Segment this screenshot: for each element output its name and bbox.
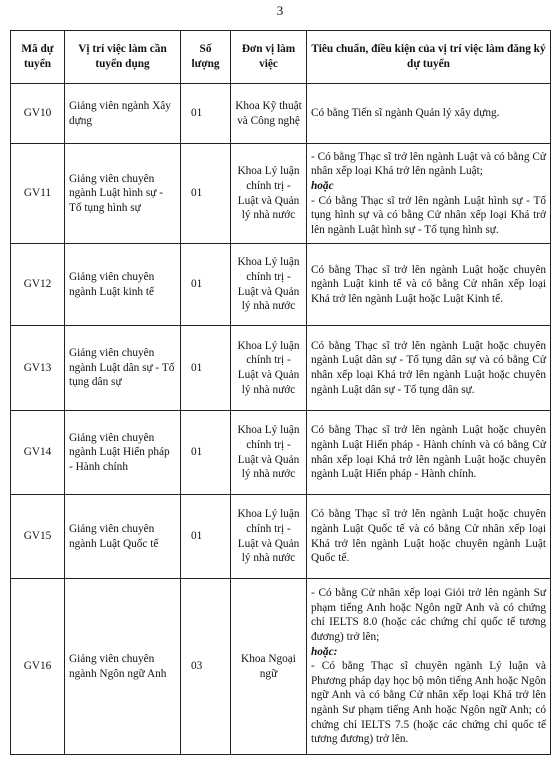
row-quantity: 01 xyxy=(181,495,231,579)
row-quantity: 03 xyxy=(181,579,231,755)
row-position: Giảng viên chuyên ngành Luật dân sự - Tố tụng dân sự xyxy=(65,326,181,411)
row-position: Giảng viên chuyên ngành Ngôn ngữ Anh xyxy=(65,579,181,755)
row-requirements xyxy=(307,411,551,495)
table-row xyxy=(11,411,551,495)
row-unit: Khoa Lý luận chính trị - Luật và Quản lý nhà nước xyxy=(231,411,307,495)
table-row xyxy=(11,495,551,579)
recruitment-table xyxy=(10,30,551,755)
row-position: Giảng viên chuyên ngành Luật Quốc tế xyxy=(65,495,181,579)
requirement-line: - Có bằng Thạc sĩ chuyên ngành Lý luận và Phương pháp dạy học bộ môn tiếng Anh hoặc Ngôn ngữ Anh và có bằng Cử nhân xếp loại Khá trở lên ngành Sư phạm tiếng Anh hoặc Ngôn ngữ Anh; có chứng chỉ IELTS 7.5 (hoặc các chứng chỉ quốc tế tương đương) trở lên. xyxy=(311,660,546,746)
header-unit: Đơn vị làm việc xyxy=(231,31,307,84)
requirement-line: - Có bằng Thạc sĩ trở lên ngành Luật và có bằng Cử nhân xếp loại Khá trở lên ngành Luật; xyxy=(311,150,546,178)
row-unit: Khoa Lý luận chính trị - Luật và Quản lý nhà nước xyxy=(231,144,307,244)
table-row xyxy=(11,144,551,244)
requirement-or: hoặc xyxy=(311,179,334,192)
requirement-or: hoặc: xyxy=(311,645,338,658)
requirement-line: Có bằng Thạc sĩ trở lên ngành Luật hoặc chuyên ngành Luật dân sự - Tố tụng dân sự và có bằng Cử nhân xếp loại Khá trở lên ngành Luật hoặc chuyên ngành Luật dân sự - Tố tụng dân sự. xyxy=(311,339,546,396)
row-code: GV14 xyxy=(11,411,65,495)
row-requirements xyxy=(307,579,551,755)
row-unit: Khoa Ngoại ngữ xyxy=(231,579,307,755)
row-position: Giảng viên chuyên ngành Luật hình sự - Tố tụng hình sự xyxy=(65,144,181,244)
header-quantity: Số lượng xyxy=(181,31,231,84)
requirement-line: Có bằng Tiến sĩ ngành Quản lý xây dựng. xyxy=(311,107,500,120)
table-row xyxy=(11,244,551,326)
header-code: Mã dự tuyển xyxy=(11,31,65,84)
row-position: Giảng viên chuyên ngành Luật kinh tế xyxy=(65,244,181,326)
requirement-line: Có bằng Thạc sĩ trở lên ngành Luật hoặc chuyên ngành Luật kinh tế và có bằng Cử nhân xếp loại Khá trở lên ngành Luật hoặc Luật Kinh tế. xyxy=(311,263,546,305)
requirement-line: - Có bằng Cử nhân xếp loại Giỏi trở lên ngành Sư phạm tiếng Anh hoặc Ngôn ngữ Anh và có chứng chỉ IELTS 8.0 (hoặc các chứng chỉ quốc tế tương đương) trở lên; xyxy=(311,587,546,644)
row-code: GV16 xyxy=(11,579,65,755)
row-unit: Khoa Kỹ thuật và Công nghệ xyxy=(231,84,307,144)
row-requirements xyxy=(307,326,551,411)
row-code: GV13 xyxy=(11,326,65,411)
requirement-line: - Có bằng Thạc sĩ trở lên ngành Luật hình sự - Tố tụng hình sự và có bằng Cử nhân xếp loại Khá trở lên ngành Luật hình sự - Tố tụng hình sự. xyxy=(311,194,546,236)
requirement-line: Có bằng Thạc sĩ trở lên ngành Luật hoặc chuyên ngành Luật Hiến pháp - Hành chính và có bằng Cử nhân xếp loại Khá trở lên ngành Luật hoặc chuyên ngành Luật Hiến pháp - Hành chính. xyxy=(311,424,546,481)
header-position: Vị trí việc làm cần tuyển dụng xyxy=(65,31,181,84)
row-code: GV11 xyxy=(11,144,65,244)
header-requirements: Tiêu chuẩn, điều kiện của vị trí việc làm đăng ký dự tuyển xyxy=(307,31,551,84)
row-quantity: 01 xyxy=(181,326,231,411)
row-requirements xyxy=(307,84,551,144)
row-unit: Khoa Lý luận chính trị - Luật và Quản lý nhà nước xyxy=(231,326,307,411)
row-quantity: 01 xyxy=(181,244,231,326)
table-row xyxy=(11,579,551,755)
table-header-row xyxy=(11,31,551,84)
row-quantity: 01 xyxy=(181,411,231,495)
row-requirements xyxy=(307,495,551,579)
page-number: 3 xyxy=(276,3,284,18)
row-requirements xyxy=(307,244,551,326)
table-row xyxy=(11,84,551,144)
row-unit: Khoa Lý luận chính trị - Luật và Quản lý nhà nước xyxy=(231,495,307,579)
row-quantity: 01 xyxy=(181,144,231,244)
row-unit: Khoa Lý luận chính trị - Luật và Quản lý nhà nước xyxy=(231,244,307,326)
row-code: GV10 xyxy=(11,84,65,144)
row-position: Giảng viên chuyên ngành Luật Hiến pháp - Hành chính xyxy=(65,411,181,495)
row-code: GV15 xyxy=(11,495,65,579)
row-requirements xyxy=(307,144,551,244)
row-code: GV12 xyxy=(11,244,65,326)
requirement-line: Có bằng Thạc sĩ trở lên ngành Luật hoặc chuyên ngành Luật Quốc tế và có bằng Cử nhân xếp loại Khá trở lên ngành Luật hoặc chuyên ngành Luật Quốc tế. xyxy=(311,508,546,565)
row-quantity: 01 xyxy=(181,84,231,144)
table-row xyxy=(11,326,551,411)
row-position: Giảng viên ngành Xây dựng xyxy=(65,84,181,144)
